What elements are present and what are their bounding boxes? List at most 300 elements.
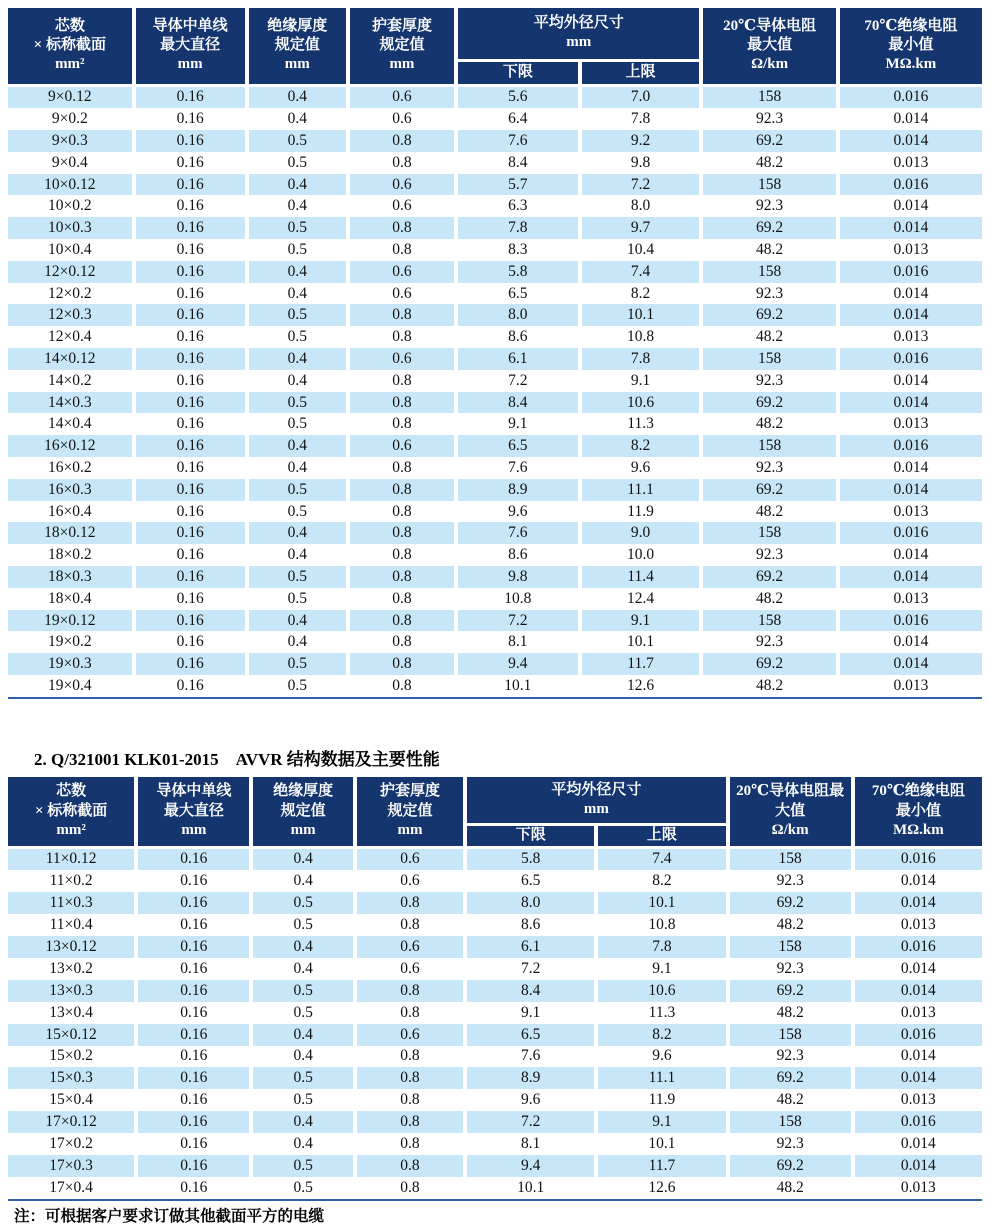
col-header-upper-limit: 上限 — [596, 825, 727, 847]
footnote: 注：可根据客户要求订做其他截面平方的电缆 — [14, 1207, 325, 1225]
table2-section — [8, 777, 982, 1201]
cell: 0.6 — [348, 261, 456, 283]
cell: 0.4 — [251, 958, 354, 980]
cell: 0.16 — [134, 326, 247, 348]
cell: 0.8 — [355, 892, 465, 914]
cell: 14×0.4 — [8, 413, 134, 435]
header-line: × 标称截面 — [34, 802, 108, 819]
cell: 0.6 — [348, 348, 456, 370]
cell: 0.16 — [136, 870, 251, 892]
cell: 158 — [701, 435, 837, 457]
cell: 0.014 — [853, 958, 982, 980]
cell: 0.014 — [838, 457, 982, 479]
cell: 0.16 — [136, 1155, 251, 1177]
cell: 13×0.3 — [8, 980, 136, 1002]
header-line: 20℃导体电阻 — [723, 17, 817, 34]
header-line: 70℃绝缘电阻 — [864, 17, 958, 34]
cell: 15×0.12 — [8, 1024, 136, 1046]
cell: 48.2 — [701, 152, 837, 174]
cell: 0.16 — [136, 1067, 251, 1089]
cell: 7.6 — [465, 1046, 596, 1068]
cell: 0.16 — [134, 435, 247, 457]
cell: 16×0.4 — [8, 501, 134, 523]
table1-header — [8, 8, 982, 85]
table-row — [8, 1067, 982, 1089]
cell: 7.2 — [456, 370, 580, 392]
header-line: Ω/km — [751, 56, 789, 73]
cell: 7.8 — [456, 217, 580, 239]
cell: 0.013 — [853, 1089, 982, 1111]
cell: 19×0.12 — [8, 610, 134, 632]
cell: 0.8 — [355, 1067, 465, 1089]
cell: 10.1 — [580, 304, 702, 326]
header-line: 70℃绝缘电阻 — [871, 783, 965, 800]
cell: 158 — [701, 85, 837, 108]
cell: 16×0.12 — [8, 435, 134, 457]
table-row — [8, 653, 982, 675]
cell: 69.2 — [701, 304, 837, 326]
cell: 8.6 — [456, 326, 580, 348]
cell: 14×0.2 — [8, 370, 134, 392]
cell: 0.016 — [853, 1111, 982, 1133]
cell: 0.16 — [136, 980, 251, 1002]
cell: 7.8 — [596, 936, 727, 958]
cell: 92.3 — [701, 457, 837, 479]
header-line: mm — [284, 56, 310, 73]
cell: 0.014 — [838, 195, 982, 217]
cell: 0.016 — [838, 85, 982, 108]
cable-spec-table-2 — [8, 777, 982, 1199]
header-line: 大值 — [775, 802, 806, 819]
cell: 0.16 — [136, 958, 251, 980]
cell: 9×0.2 — [8, 108, 134, 130]
cell: 13×0.4 — [8, 1002, 136, 1024]
table-row — [8, 348, 982, 370]
cell: 8.6 — [456, 544, 580, 566]
cell: 8.9 — [465, 1067, 596, 1089]
cell: 9.0 — [580, 522, 702, 544]
table-row — [8, 152, 982, 174]
cell: 0.16 — [136, 1024, 251, 1046]
cell: 0.16 — [134, 261, 247, 283]
header-line: 导体中单线 — [156, 783, 232, 800]
cell: 0.8 — [348, 653, 456, 675]
header-line: 规定值 — [387, 802, 433, 819]
cell: 158 — [701, 174, 837, 196]
cell: 0.16 — [134, 653, 247, 675]
cell: 0.014 — [838, 217, 982, 239]
col-header-outer-diameter-group — [456, 8, 701, 60]
cell: 0.014 — [838, 283, 982, 305]
cell: 0.5 — [247, 675, 348, 697]
header-line: Ω/km — [771, 821, 809, 838]
table-row — [8, 239, 982, 261]
cell: 0.016 — [838, 261, 982, 283]
cell: 9.1 — [456, 413, 580, 435]
cell: 9.6 — [580, 457, 702, 479]
cell: 9.7 — [580, 217, 702, 239]
cell: 158 — [728, 1111, 853, 1133]
cell: 0.4 — [251, 1046, 354, 1068]
cell: 11.3 — [580, 413, 702, 435]
cell: 0.16 — [136, 1133, 251, 1155]
header-line: 护套厚度 — [371, 17, 432, 34]
cell: 0.5 — [251, 1002, 354, 1024]
cell: 6.1 — [465, 936, 596, 958]
cell: 12×0.12 — [8, 261, 134, 283]
cell: 0.5 — [247, 152, 348, 174]
cell: 9.4 — [465, 1155, 596, 1177]
cell: 0.5 — [251, 1089, 354, 1111]
cell: 8.0 — [580, 195, 702, 217]
cell: 9.6 — [465, 1089, 596, 1111]
cell: 17×0.12 — [8, 1111, 136, 1133]
cell: 0.014 — [838, 130, 982, 152]
cell: 8.0 — [456, 304, 580, 326]
cell: 0.4 — [251, 847, 354, 870]
cell: 7.6 — [456, 522, 580, 544]
cell: 0.6 — [355, 936, 465, 958]
cell: 0.16 — [134, 283, 247, 305]
cell: 0.013 — [838, 239, 982, 261]
table-row — [8, 392, 982, 414]
cell: 6.1 — [456, 348, 580, 370]
cell: 9×0.4 — [8, 152, 134, 174]
cell: 5.7 — [456, 174, 580, 196]
cell: 9.1 — [596, 958, 727, 980]
cell: 0.16 — [134, 85, 247, 108]
cell: 0.16 — [134, 501, 247, 523]
cell: 8.1 — [456, 631, 580, 653]
cell: 158 — [701, 261, 837, 283]
cell: 0.5 — [247, 392, 348, 414]
cell: 0.6 — [348, 195, 456, 217]
table-row — [8, 1024, 982, 1046]
cell: 9.4 — [456, 653, 580, 675]
cell: 0.013 — [838, 675, 982, 697]
cell: 158 — [701, 348, 837, 370]
cell: 0.5 — [247, 239, 348, 261]
cell: 0.016 — [853, 1024, 982, 1046]
cell: 0.4 — [247, 195, 348, 217]
cell: 0.5 — [247, 588, 348, 610]
cell: 0.4 — [247, 370, 348, 392]
col-header-upper-limit: 上限 — [580, 60, 702, 85]
col-header-conductor-diameter — [136, 777, 251, 847]
cell: 8.6 — [465, 914, 596, 936]
cell: 11.3 — [596, 1002, 727, 1024]
cell: 0.014 — [838, 370, 982, 392]
cell: 10.1 — [456, 675, 580, 697]
cell: 8.2 — [596, 1024, 727, 1046]
cell: 15×0.3 — [8, 1067, 136, 1089]
cell: 0.014 — [838, 566, 982, 588]
table-row — [8, 326, 982, 348]
table-row — [8, 413, 982, 435]
cell: 0.4 — [247, 85, 348, 108]
cell: 0.8 — [355, 1089, 465, 1111]
table2-header — [8, 777, 982, 847]
cell: 158 — [701, 610, 837, 632]
cell: 14×0.12 — [8, 348, 134, 370]
table-row — [8, 85, 982, 108]
cell: 10.4 — [580, 239, 702, 261]
cell: 11.1 — [580, 479, 702, 501]
cell: 0.8 — [348, 457, 456, 479]
cell: 0.6 — [348, 283, 456, 305]
cell: 12×0.4 — [8, 326, 134, 348]
table-row — [8, 870, 982, 892]
cell: 0.16 — [134, 217, 247, 239]
table-row — [8, 457, 982, 479]
cell: 9.1 — [596, 1111, 727, 1133]
cell: 8.3 — [456, 239, 580, 261]
table-row — [8, 435, 982, 457]
cell: 7.2 — [580, 174, 702, 196]
cell: 0.4 — [247, 631, 348, 653]
cell: 69.2 — [728, 892, 853, 914]
cell: 11.7 — [596, 1155, 727, 1177]
cell: 10×0.12 — [8, 174, 134, 196]
header-row-main — [8, 8, 982, 60]
cell: 48.2 — [728, 1002, 853, 1024]
cell: 0.5 — [247, 653, 348, 675]
cell: 19×0.2 — [8, 631, 134, 653]
table-row — [8, 1155, 982, 1177]
header-line: 芯数 — [56, 783, 87, 800]
header-line: mm — [389, 56, 415, 73]
cell: 7.0 — [580, 85, 702, 108]
cell: 7.2 — [456, 610, 580, 632]
cell: 9×0.3 — [8, 130, 134, 152]
cell: 69.2 — [701, 392, 837, 414]
cell: 0.4 — [251, 1133, 354, 1155]
cell: 0.5 — [251, 1155, 354, 1177]
cell: 48.2 — [701, 501, 837, 523]
cell: 9.6 — [596, 1046, 727, 1068]
cell: 92.3 — [728, 870, 853, 892]
table-row — [8, 370, 982, 392]
cell: 0.16 — [134, 348, 247, 370]
cell: 92.3 — [728, 958, 853, 980]
cell: 11.1 — [596, 1067, 727, 1089]
header-line: mm² — [56, 821, 86, 838]
cell: 0.5 — [247, 501, 348, 523]
cell: 0.013 — [838, 501, 982, 523]
cell: 14×0.3 — [8, 392, 134, 414]
cell: 9.6 — [456, 501, 580, 523]
cell: 6.5 — [465, 870, 596, 892]
cell: 6.3 — [456, 195, 580, 217]
cell: 18×0.3 — [8, 566, 134, 588]
cell: 12.6 — [596, 1177, 727, 1199]
cell: 11.7 — [580, 653, 702, 675]
cell: 0.8 — [348, 522, 456, 544]
cell: 0.8 — [348, 675, 456, 697]
cell: 0.4 — [247, 348, 348, 370]
cell: 0.16 — [136, 847, 251, 870]
cell: 69.2 — [728, 1155, 853, 1177]
cell: 48.2 — [701, 326, 837, 348]
cell: 0.16 — [134, 457, 247, 479]
cell: 8.2 — [596, 870, 727, 892]
header-line: mm — [177, 56, 203, 73]
cell: 5.8 — [456, 261, 580, 283]
header-line: 绝缘厚度 — [267, 17, 328, 34]
cell: 92.3 — [701, 544, 837, 566]
cell: 9.1 — [465, 1002, 596, 1024]
cell: 9.2 — [580, 130, 702, 152]
cell: 0.013 — [838, 413, 982, 435]
cell: 158 — [701, 522, 837, 544]
cell: 69.2 — [701, 566, 837, 588]
cell: 69.2 — [701, 217, 837, 239]
table-row — [8, 980, 982, 1002]
table-row — [8, 283, 982, 305]
cell: 0.16 — [136, 1177, 251, 1199]
cell: 8.2 — [580, 283, 702, 305]
cell: 0.8 — [348, 304, 456, 326]
cell: 0.16 — [134, 239, 247, 261]
cell: 0.8 — [348, 392, 456, 414]
cell: 0.16 — [134, 304, 247, 326]
cell: 0.013 — [853, 1002, 982, 1024]
cell: 0.014 — [838, 392, 982, 414]
cell: 0.8 — [355, 1133, 465, 1155]
cell: 0.16 — [134, 566, 247, 588]
cell: 6.5 — [456, 283, 580, 305]
cell: 92.3 — [701, 370, 837, 392]
cell: 10.1 — [580, 631, 702, 653]
table-row — [8, 261, 982, 283]
col-header-insulation-resistance-70c — [853, 777, 982, 847]
col-header-cores — [8, 8, 134, 85]
col-header-insulation-resistance-70c — [838, 8, 982, 85]
col-header-conductor-diameter — [134, 8, 247, 85]
header-line: 平均外径尺寸 — [533, 15, 624, 32]
header-line: 20℃导体电阻最 — [736, 783, 845, 800]
cell: 0.16 — [134, 174, 247, 196]
cell: 16×0.3 — [8, 479, 134, 501]
header-line: × 标称截面 — [33, 37, 106, 54]
cell: 11×0.2 — [8, 870, 136, 892]
cell: 48.2 — [728, 1089, 853, 1111]
cell: 10.6 — [580, 392, 702, 414]
cell: 0.014 — [838, 653, 982, 675]
cell: 0.4 — [251, 936, 354, 958]
cell: 0.8 — [348, 479, 456, 501]
cell: 0.8 — [355, 980, 465, 1002]
cell: 0.16 — [134, 631, 247, 653]
table-row — [8, 304, 982, 326]
table-row — [8, 610, 982, 632]
cell: 9.1 — [580, 610, 702, 632]
cell: 10.0 — [580, 544, 702, 566]
header-line: mm — [397, 821, 423, 838]
cell: 158 — [728, 1024, 853, 1046]
cell: 0.016 — [838, 435, 982, 457]
table-row — [8, 174, 982, 196]
cell: 0.5 — [251, 980, 354, 1002]
cell: 11.4 — [580, 566, 702, 588]
cell: 0.16 — [136, 892, 251, 914]
cell: 92.3 — [701, 108, 837, 130]
cell: 0.16 — [136, 936, 251, 958]
cell: 0.16 — [134, 588, 247, 610]
header-line: MΩ.km — [892, 821, 944, 838]
cell: 17×0.4 — [8, 1177, 136, 1199]
cell: 8.0 — [465, 892, 596, 914]
cell: 48.2 — [701, 675, 837, 697]
cell: 92.3 — [728, 1046, 853, 1068]
header-line: 规定值 — [274, 37, 320, 54]
col-header-sheath-thickness — [355, 777, 465, 847]
header-line: mm² — [55, 56, 85, 73]
cell: 0.8 — [348, 566, 456, 588]
cell: 11×0.4 — [8, 914, 136, 936]
table-row — [8, 130, 982, 152]
cell: 48.2 — [701, 588, 837, 610]
col-header-insulation-thickness — [247, 8, 348, 85]
cell: 0.6 — [348, 435, 456, 457]
header-line: 最大值 — [747, 37, 793, 54]
cell: 0.6 — [355, 1024, 465, 1046]
cell: 17×0.2 — [8, 1133, 136, 1155]
cell: 0.8 — [348, 631, 456, 653]
cell: 10.8 — [580, 326, 702, 348]
cell: 9.1 — [580, 370, 702, 392]
cell: 0.8 — [348, 152, 456, 174]
cell: 7.8 — [580, 348, 702, 370]
cell: 0.014 — [838, 544, 982, 566]
header-line: mm — [583, 801, 609, 818]
cell: 0.8 — [355, 1111, 465, 1133]
cell: 0.16 — [134, 152, 247, 174]
cell: 69.2 — [701, 130, 837, 152]
cell: 7.8 — [580, 108, 702, 130]
col-header-insulation-thickness — [251, 777, 354, 847]
cell: 0.5 — [247, 217, 348, 239]
cell: 92.3 — [701, 631, 837, 653]
cell: 0.8 — [348, 588, 456, 610]
cell: 0.16 — [136, 914, 251, 936]
cell: 7.2 — [465, 958, 596, 980]
table-row — [8, 1133, 982, 1155]
cell: 0.5 — [251, 1177, 354, 1199]
header-line: mm — [181, 821, 207, 838]
cell: 48.2 — [728, 914, 853, 936]
cell: 0.4 — [251, 870, 354, 892]
cell: 0.6 — [348, 85, 456, 108]
col-header-sheath-thickness — [348, 8, 456, 85]
cell: 158 — [728, 847, 853, 870]
cell: 0.4 — [247, 610, 348, 632]
cell: 0.6 — [355, 870, 465, 892]
cell: 0.16 — [134, 130, 247, 152]
table-row — [8, 501, 982, 523]
cell: 10×0.4 — [8, 239, 134, 261]
cell: 0.014 — [838, 631, 982, 653]
table-row — [8, 914, 982, 936]
cell: 0.6 — [348, 108, 456, 130]
cell: 48.2 — [728, 1177, 853, 1199]
cell: 158 — [728, 936, 853, 958]
header-line: 导体中单线 — [152, 17, 228, 34]
cell: 92.3 — [701, 283, 837, 305]
header-line: mm — [566, 34, 592, 51]
cell: 12×0.2 — [8, 283, 134, 305]
cell: 0.8 — [348, 239, 456, 261]
